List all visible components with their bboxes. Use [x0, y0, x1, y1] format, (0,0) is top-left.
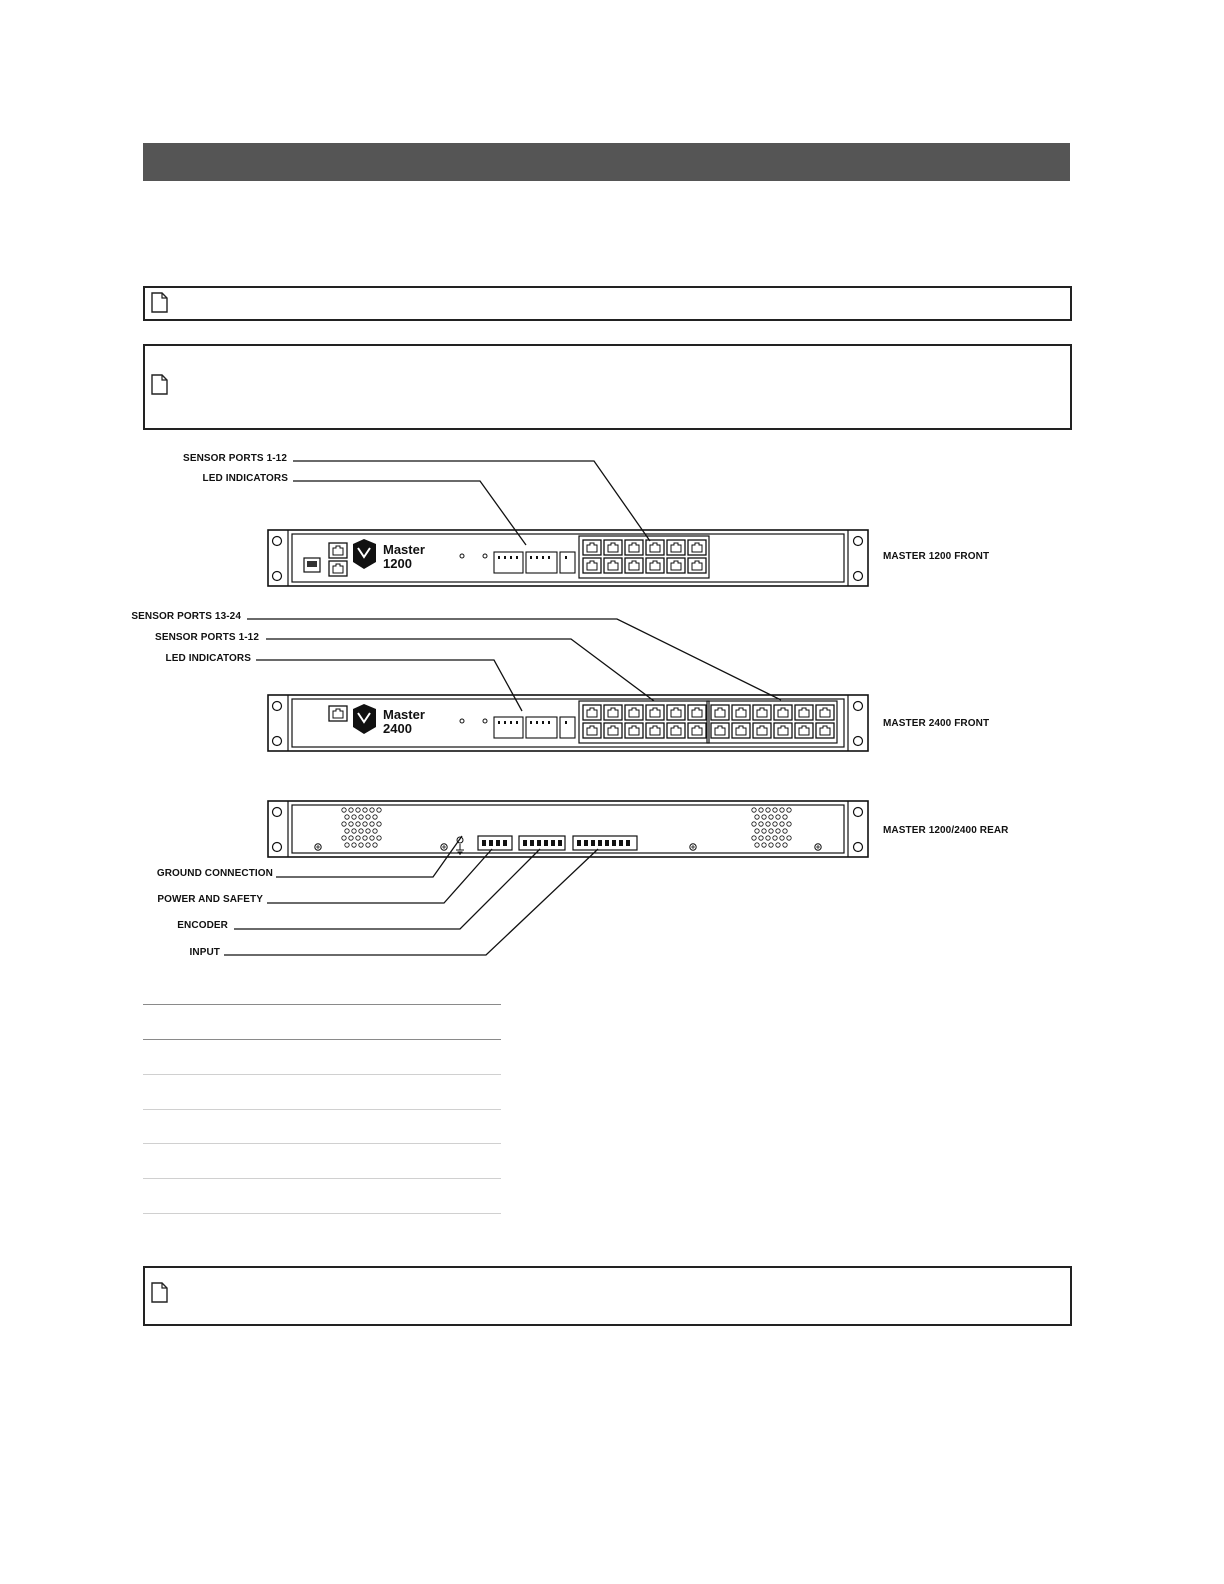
master-2400-front-panel	[268, 695, 868, 751]
table-rule	[143, 1039, 501, 1040]
table-rule	[143, 1178, 501, 1179]
table-rule	[143, 1004, 501, 1005]
label-power-and-safety: POWER AND SAFETY	[157, 894, 263, 905]
m1200-brand-text: Master	[383, 542, 425, 557]
m2400-model-text: 2400	[383, 721, 412, 736]
label-master-2400-front: MASTER 2400 FRONT	[883, 718, 990, 729]
table-rule	[143, 1213, 501, 1214]
table-rule	[143, 1109, 501, 1110]
label-master-1200-front: MASTER 1200 FRONT	[883, 551, 990, 562]
label-master-rear: MASTER 1200/2400 REAR	[883, 825, 1009, 836]
label-m2400-led-indicators: LED INDICATORS	[165, 653, 251, 664]
m2400-brand-text: Master	[383, 707, 425, 722]
label-m2400-sensor-ports-13-24: SENSOR PORTS 13-24	[131, 611, 241, 622]
label-m1200-led-indicators: LED INDICATORS	[202, 473, 288, 484]
label-input: INPUT	[189, 947, 220, 958]
master-1200-front-panel	[268, 530, 868, 586]
m1200-model-text: 1200	[383, 556, 412, 571]
table-rule	[143, 1143, 501, 1144]
label-ground-connection: GROUND CONNECTION	[156, 868, 273, 879]
label-encoder: ENCODER	[177, 920, 228, 931]
label-m1200-sensor-ports: SENSOR PORTS 1-12	[183, 453, 287, 464]
master-rear-panel	[268, 801, 868, 857]
label-m2400-sensor-ports-1-12: SENSOR PORTS 1-12	[155, 632, 259, 643]
table-rule	[143, 1074, 501, 1075]
